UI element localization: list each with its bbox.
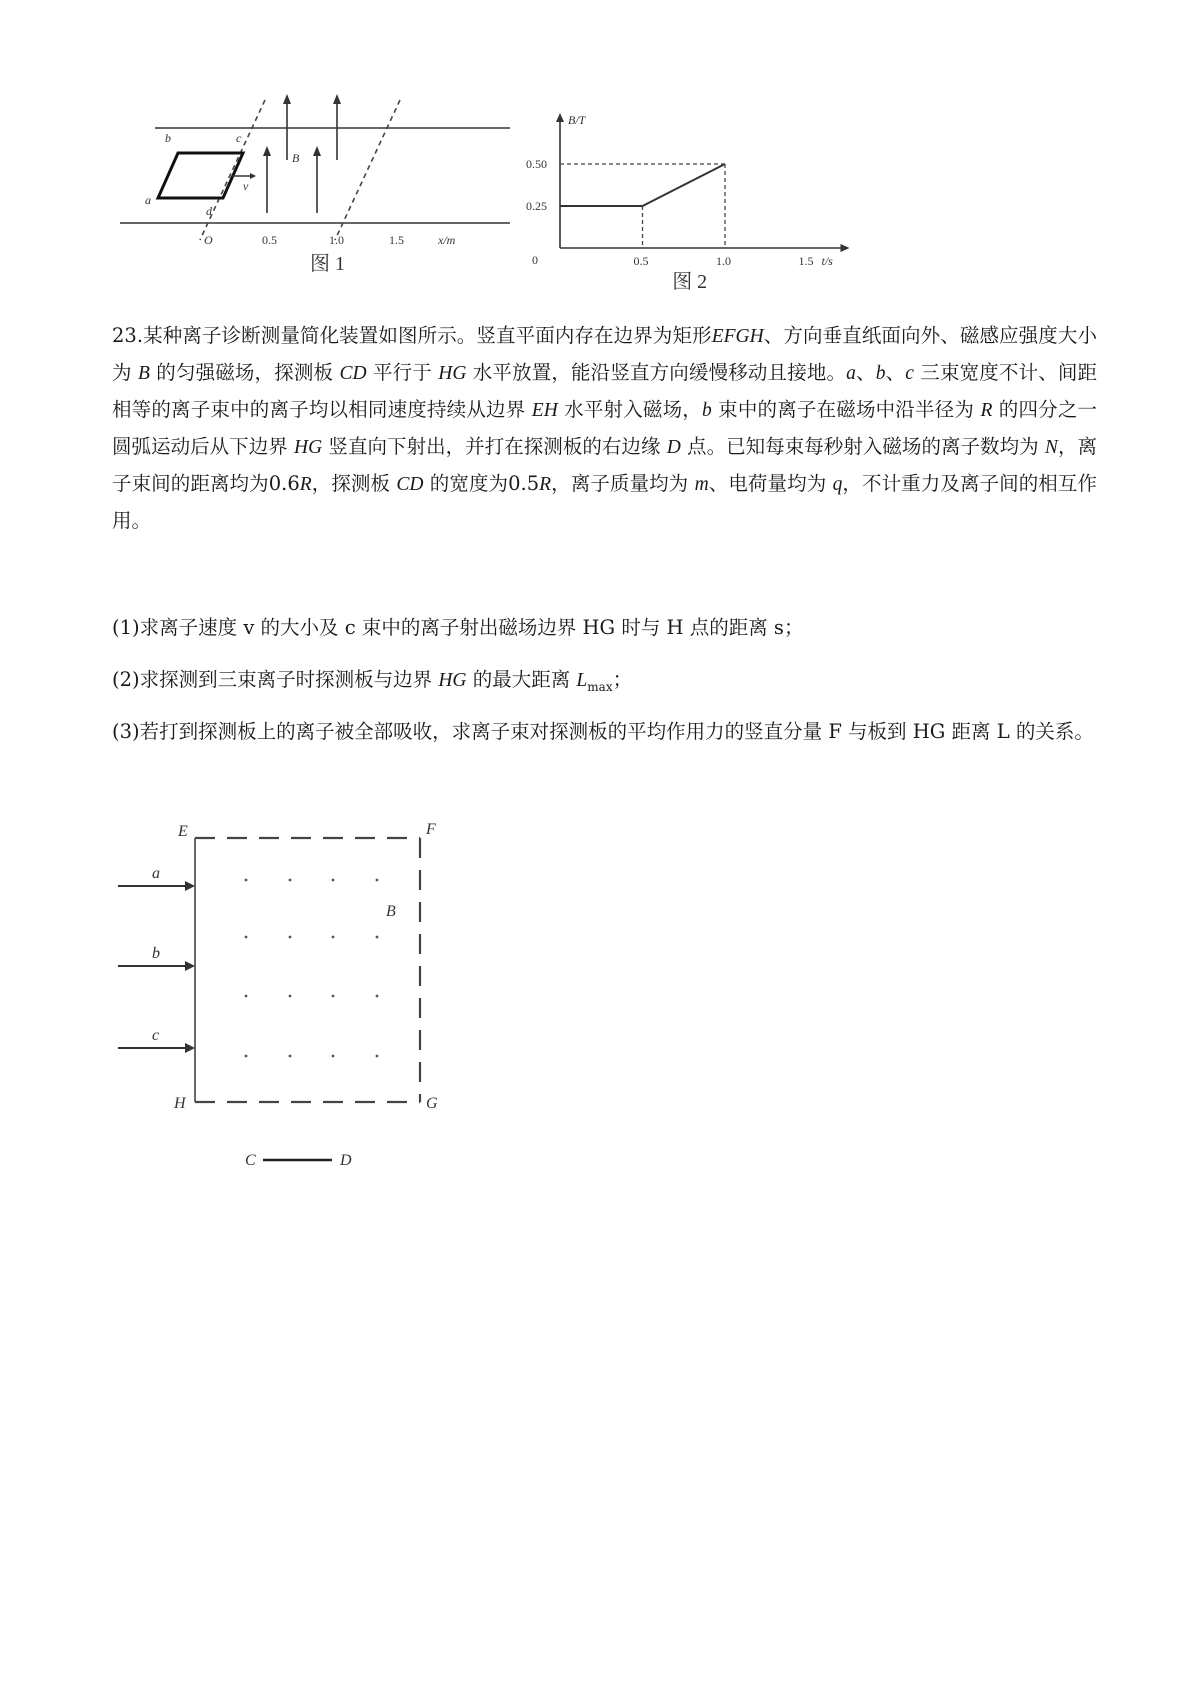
tick-origin: O bbox=[204, 233, 213, 247]
question-2-end: ； bbox=[612, 668, 633, 691]
intro-text-1b: 、方向垂直纸面向外、磁感应 bbox=[763, 324, 1019, 347]
corner-label-g: G bbox=[426, 1095, 438, 1112]
corner-label-h: H bbox=[174, 1095, 186, 1112]
field-label-b: B bbox=[386, 903, 396, 920]
corner-label-f: F bbox=[426, 821, 436, 838]
problem-paragraph: 23.某种离子诊断测量简化装置如图所示。竖直平面内存在边界为矩形EFGH、方向垂直纸面向外、磁感应强度大小为 B 的匀强磁场，探测板 CD 平行于 HG 水平放置，能沿竖直方向缓慢移动且接地。a、b、c 三束宽度不计、间距相等的离子束中的离子均以相同速度持续从边界 EH 水平射入磁场，b 束中的离子在磁场中沿半径为 R 的四分之一圆弧运动后从下边界 HG 竖直向下射出，并打在探测板的右边缘 D 点。已知每束每秒射入磁场的离子数均为 N，离子束间的距离均为0.6R，探测板 CD 的宽度为0.5R，离子质量均为 m、电荷量均为 q，不计重力及离子间的相互作用。 bbox=[112, 324, 1098, 532]
question-2-mid: 的最大距离 bbox=[472, 668, 571, 691]
y-axis-arrow bbox=[556, 113, 564, 122]
origin-label: 0 bbox=[532, 253, 538, 267]
series-line bbox=[560, 164, 725, 206]
x-axis-label: t/s bbox=[821, 254, 833, 268]
x-tick-1-0: 1.0 bbox=[716, 254, 731, 268]
beam-label-b: b bbox=[152, 945, 160, 962]
figure-1-caption: 图 1 bbox=[310, 253, 345, 275]
corner-label-e: E bbox=[178, 823, 188, 840]
corner-label-a: a bbox=[145, 193, 151, 207]
tick-1-5: 1.5 bbox=[389, 233, 404, 247]
question-1: (1)求离子速度 v 的大小及 c 束中的离子射出磁场边界 HG 时与 H 点的距离 s； bbox=[112, 616, 804, 639]
figure-3 bbox=[100, 820, 460, 1180]
figure-2-caption: 图 2 bbox=[672, 271, 708, 290]
question-2 bbox=[112, 662, 1097, 705]
plate-label-c: C bbox=[245, 1152, 256, 1169]
y-tick-0-50: 0.50 bbox=[526, 157, 547, 171]
question-2-hg: HG bbox=[438, 670, 467, 691]
x-tick-1-5: 1.5 bbox=[798, 254, 814, 268]
tick-0-5: 0.5 bbox=[262, 233, 277, 247]
x-tick-0-5: 0.5 bbox=[633, 254, 649, 268]
tick-1-0: 1.0 bbox=[329, 233, 344, 247]
intro-efgh: EFGH bbox=[711, 326, 764, 347]
figure-2-chart bbox=[520, 110, 870, 290]
question-2-sub: max bbox=[587, 679, 613, 694]
x-axis-label: x/m bbox=[438, 233, 456, 247]
plate-label-d: D bbox=[340, 1152, 352, 1169]
y-tick-0-25: 0.25 bbox=[526, 199, 547, 213]
x-axis-arrow bbox=[841, 244, 850, 252]
beam-label-a: a bbox=[152, 865, 160, 882]
question-3: (3)若打到探测板上的离子被全部吸收，求离子束对探测板的平均作用力的竖直分量 F 与板到 HG 距离 L 的关系。 bbox=[112, 720, 1094, 743]
intro-text-1: 23.某种离子诊断测量简化装置如图所示。竖直平面内存在边界为矩形 bbox=[112, 324, 712, 347]
corner-label-b: b bbox=[165, 131, 171, 145]
corner-label-d: d bbox=[206, 204, 212, 218]
beam-label-c: c bbox=[152, 1027, 160, 1044]
corner-label-c: c bbox=[236, 131, 242, 145]
question-2-l: L bbox=[576, 670, 588, 691]
velocity-label: v bbox=[243, 179, 249, 193]
y-axis-label: B/T bbox=[568, 113, 586, 127]
figure-1 bbox=[110, 90, 530, 290]
question-2-pre: (2)求探测到三束离子时探测板与边界 bbox=[112, 668, 433, 691]
field-label-b: B bbox=[292, 151, 300, 165]
